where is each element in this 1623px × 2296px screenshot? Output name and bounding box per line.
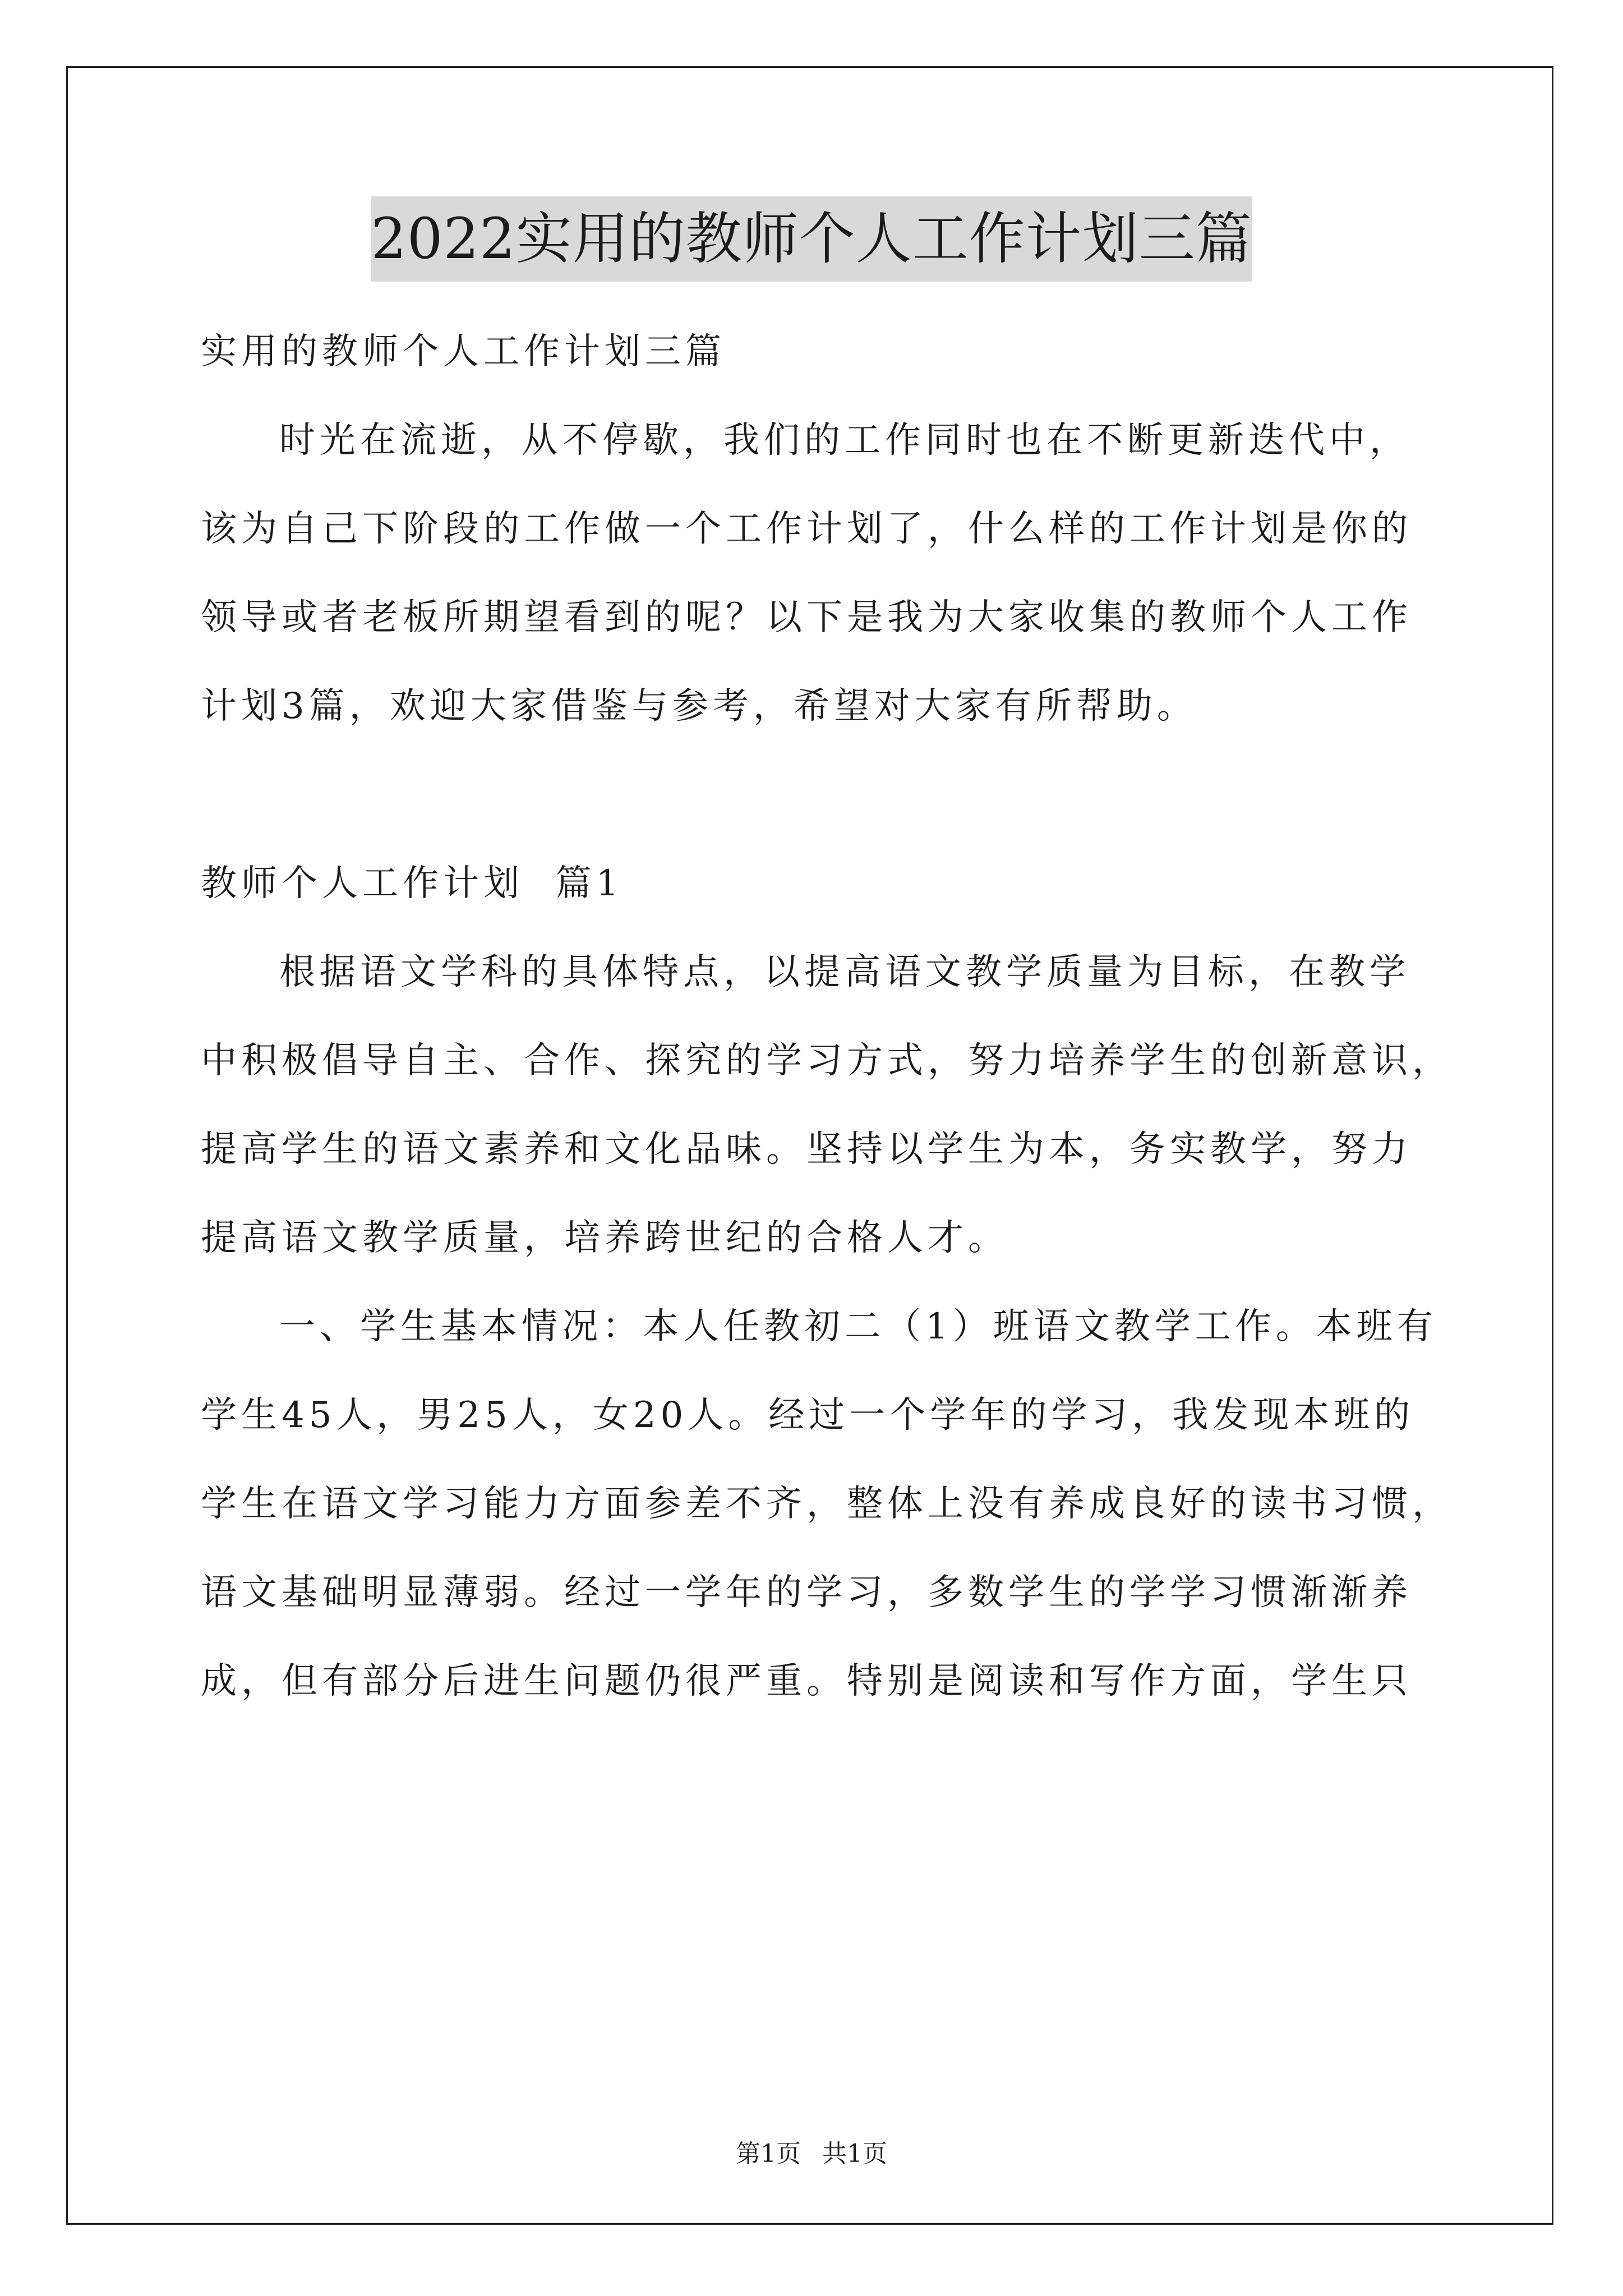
paragraph-line: 提高语文教学质量，培养跨世纪的合格人才。 [201, 1217, 1008, 1259]
intro-line: 领导或者老板所期望看到的呢？以下是我为大家收集的教师个人工作 [201, 597, 1412, 638]
intro-line: 该为自己下阶段的工作做一个工作计划了，什么样的工作计划是你的 [201, 508, 1412, 550]
page-total: 共1页 [822, 2139, 887, 2168]
paragraph-line: 提高学生的语文素养和文化品味。坚持以学生为本，务实教学，努力 [201, 1129, 1412, 1170]
document-subtitle: 实用的教师个人工作计划三篇 [201, 331, 726, 372]
document-title: 2022实用的教师个人工作计划三篇 [371, 196, 1252, 282]
page-footer [0, 2137, 1623, 2171]
page-number: 第1页 [736, 2139, 801, 2168]
paragraph-line: 学生45人，男25人，女20人。经过一个学年的学习，我发现本班的 [201, 1395, 1415, 1436]
paragraph-line: 成，但有部分后进生问题仍很严重。特别是阅读和写作方面，学生只 [201, 1660, 1412, 1702]
section-heading: 教师个人工作计划 篇1 [201, 863, 624, 904]
paragraph-line: 根据语文学科的具体特点，以提高语文教学质量为目标，在教学 [279, 951, 1410, 993]
intro-line: 时光在流逝，从不停歇，我们的工作同时也在不断更新迭代中， [279, 420, 1410, 461]
document-body [201, 307, 1453, 1726]
paragraph-line: 语文基础明显薄弱。经过一学年的学习，多数学生的学学习惯渐渐养 [201, 1572, 1412, 1613]
paragraph-line: 中积极倡导自主、合作、探究的学习方式，努力培养学生的创新意识， [201, 1040, 1453, 1082]
paragraph-gap [201, 751, 1422, 839]
paragraph-line: 学生在语文学习能力方面参差不齐，整体上没有养成良好的读书习惯， [201, 1483, 1453, 1525]
intro-line: 计划3篇，欢迎大家借鉴与参考，希望对大家有所帮助。 [201, 685, 1197, 727]
title-container [0, 196, 1623, 282]
paragraph-line: 一、学生基本情况：本人任教初二（1）班语文教学工作。本班有 [279, 1306, 1437, 1347]
